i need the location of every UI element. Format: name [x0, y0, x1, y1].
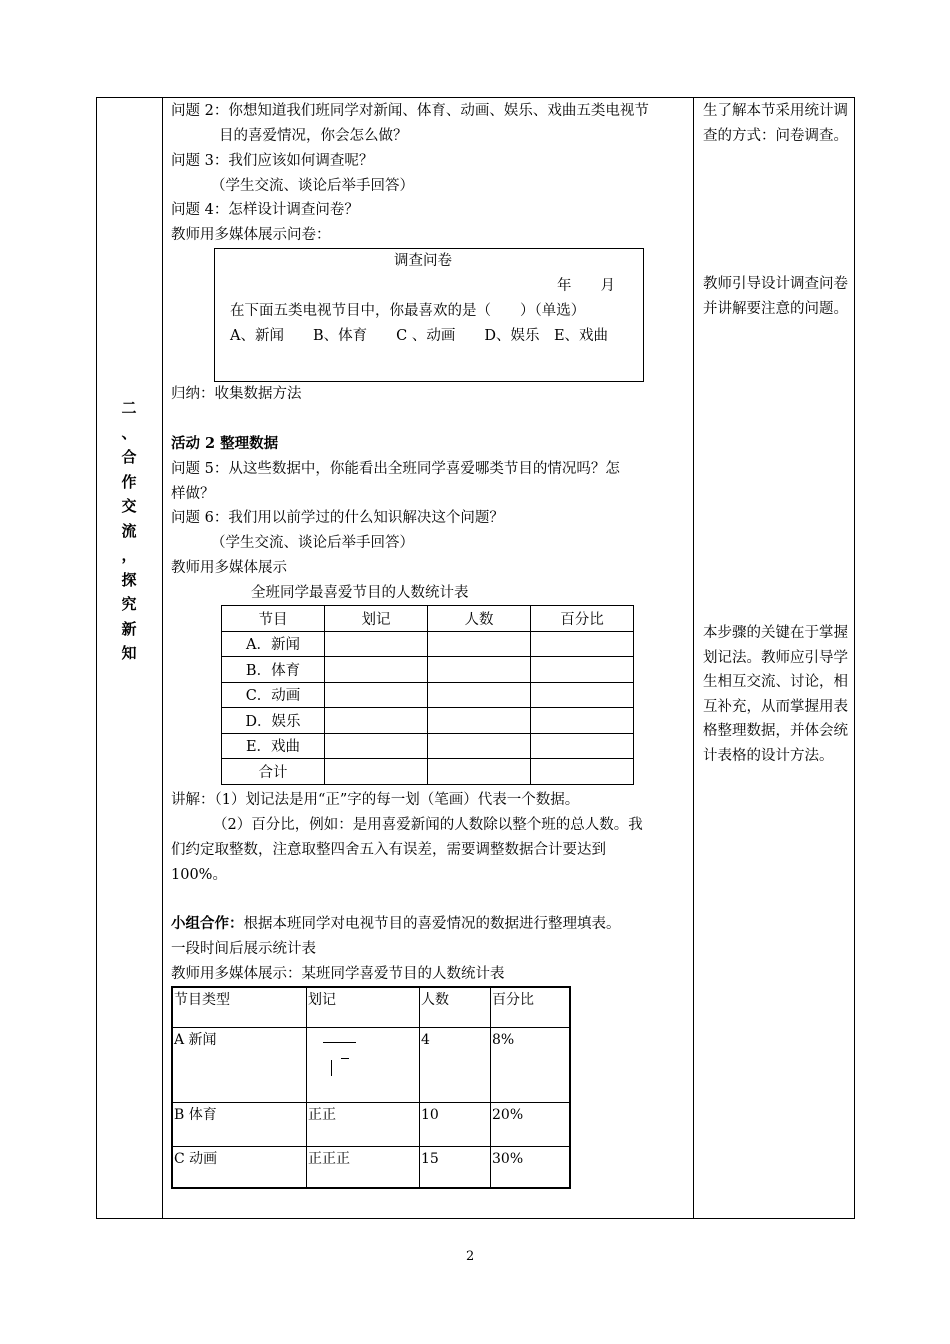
table-cell: 8%: [491, 1027, 571, 1102]
survey-question: 在下面五类电视节目中，你最喜欢的是（ ）（单选）: [230, 303, 586, 319]
table-cell: [325, 708, 428, 734]
survey-title: 调查问卷: [394, 253, 452, 269]
question-2-line1: 问题 2：你想知道我们班同学对新闻、体育、动画、娱乐、戏曲五类电视节: [171, 103, 649, 119]
table-cell: 10: [420, 1102, 491, 1146]
table-cell: 15: [420, 1146, 491, 1188]
activity-2-heading: 活动 2 整理数据: [171, 435, 279, 452]
table-header-cell: 百分比: [491, 987, 571, 1027]
explanation-line4: 100%。: [171, 867, 227, 883]
table-cell: D．娱乐: [222, 708, 325, 734]
table-cell: [531, 733, 634, 759]
table-1: [221, 605, 634, 785]
table-cell: [531, 682, 634, 708]
tally-mark-vertical: [331, 1060, 332, 1076]
table-row: [222, 733, 634, 759]
show-table-2-label: 教师用多媒体展示：某班同学喜爱节目的人数统计表: [171, 966, 505, 982]
group-work-paragraph: [171, 914, 621, 934]
discussion-note-2: （学生交流、谈论后举手回答）: [211, 535, 414, 551]
tally-mark-short: [341, 1058, 349, 1059]
survey-options: A、新闻 B、体育 C 、动画 D、娱乐 E、戏曲: [230, 328, 609, 344]
table-cell: C 动画: [172, 1146, 307, 1188]
table-cell: [325, 657, 428, 683]
table-cell: E．戏曲: [222, 733, 325, 759]
table-cell: B 体育: [172, 1102, 307, 1146]
table-header-cell: 节目: [222, 606, 325, 632]
table-row: [172, 1102, 570, 1146]
table-row: [172, 1027, 570, 1102]
table-row: [222, 682, 634, 708]
summary-text: 归纳：收集数据方法: [171, 386, 302, 402]
section-label: 二 、 合 作 交 流 ， 探 究 新 知: [121, 399, 137, 662]
table-cell: 合计: [222, 759, 325, 785]
table-cell: 正正: [307, 1102, 420, 1146]
question-5-line2: 样做？: [171, 486, 215, 502]
table-header-cell: 节目类型: [172, 987, 307, 1027]
table-cell: [531, 631, 634, 657]
tally-cell: [307, 1027, 420, 1102]
frame-divider-2: [693, 97, 694, 1219]
table-cell: [325, 682, 428, 708]
group-work-text-2: 一段时间后展示统计表: [171, 941, 316, 957]
table-cell: 4: [420, 1027, 491, 1102]
show-survey-label: 教师用多媒体展示问卷：: [171, 227, 331, 243]
table-cell: A．新闻: [222, 631, 325, 657]
table-header-cell: 人数: [428, 606, 531, 632]
tally-mark-top: [323, 1042, 356, 1043]
table-header-cell: 百分比: [531, 606, 634, 632]
show-media-label: 教师用多媒体展示: [171, 560, 287, 576]
table-1-title: 全班同学最喜爱节目的人数统计表: [251, 585, 469, 601]
table-cell: [325, 733, 428, 759]
explanation-line2: （2）百分比，例如：是用喜爱新闻的人数除以整个班的总人数。我: [213, 817, 643, 833]
discussion-note-1: （学生交流、谈论后举手回答）: [211, 178, 414, 194]
table-cell: [531, 708, 634, 734]
survey-date: 年 月: [557, 278, 615, 294]
table-cell: [428, 733, 531, 759]
table-row: [222, 631, 634, 657]
note-survey-method: 生了解本节采用统计调查的方式：问卷调查。: [703, 103, 848, 144]
question-2-line2: 目的喜爱情况，你会怎么做？: [219, 128, 408, 144]
table-cell: [428, 759, 531, 785]
table-row: [172, 1146, 570, 1188]
table-cell: 正正正: [307, 1146, 420, 1188]
table-cell: A 新闻: [172, 1027, 307, 1102]
table-header-cell: 划记: [307, 987, 420, 1027]
group-work-text: 根据本班同学对电视节目的喜爱情况的数据进行整理填表。: [243, 916, 621, 932]
group-work-label: 小组合作：: [171, 915, 244, 932]
question-5-line1: 问题 5：从这些数据中，你能看出全班同学喜爱哪类节目的情况吗？怎: [171, 461, 620, 477]
frame-bottom: [96, 1218, 854, 1219]
note-tally-method: 本步骤的关键在于掌握划记法。教师应引导学生相互交流、讨论，相互补充，从而掌握用表格整理数据，并体会统计表格的设计方法。: [703, 625, 848, 764]
table-header-cell: 划记: [325, 606, 428, 632]
table-cell: [325, 631, 428, 657]
table-cell: [428, 657, 531, 683]
question-3: 问题 3：我们应该如何调查呢？: [171, 153, 374, 169]
table-cell: C．动画: [222, 682, 325, 708]
table-cell: B．体育: [222, 657, 325, 683]
explanation-line3: 们约定取整数，注意取整四舍五入有误差，需要调整数据合计要达到: [171, 842, 606, 858]
table-cell: [428, 631, 531, 657]
table-cell: [428, 708, 531, 734]
explanation-line1: 讲解：（1）划记法是用“正”字的每一划（笔画）代表一个数据。: [171, 792, 580, 808]
table-cell: [531, 657, 634, 683]
table-row: [172, 987, 570, 1027]
table-cell: 30%: [491, 1146, 571, 1188]
frame-right: [854, 97, 855, 1219]
frame-divider-1: [162, 97, 163, 1219]
question-6: 问题 6：我们用以前学过的什么知识解决这个问题？: [171, 510, 504, 526]
frame-top: [96, 97, 854, 98]
table-row: [222, 657, 634, 683]
table-cell: 20%: [491, 1102, 571, 1146]
table-header-cell: 人数: [420, 987, 491, 1027]
note-design-survey: 教师引导设计调查问卷并讲解要注意的问题。: [703, 276, 848, 317]
table-row: [222, 759, 634, 785]
table-row: [222, 708, 634, 734]
page-number: 2: [466, 1249, 475, 1264]
table-2: [171, 986, 571, 1189]
table-cell: [428, 682, 531, 708]
table-cell: [325, 759, 428, 785]
question-4: 问题 4：怎样设计调查问卷？: [171, 202, 359, 218]
table-row: [222, 606, 634, 632]
table-cell: [531, 759, 634, 785]
